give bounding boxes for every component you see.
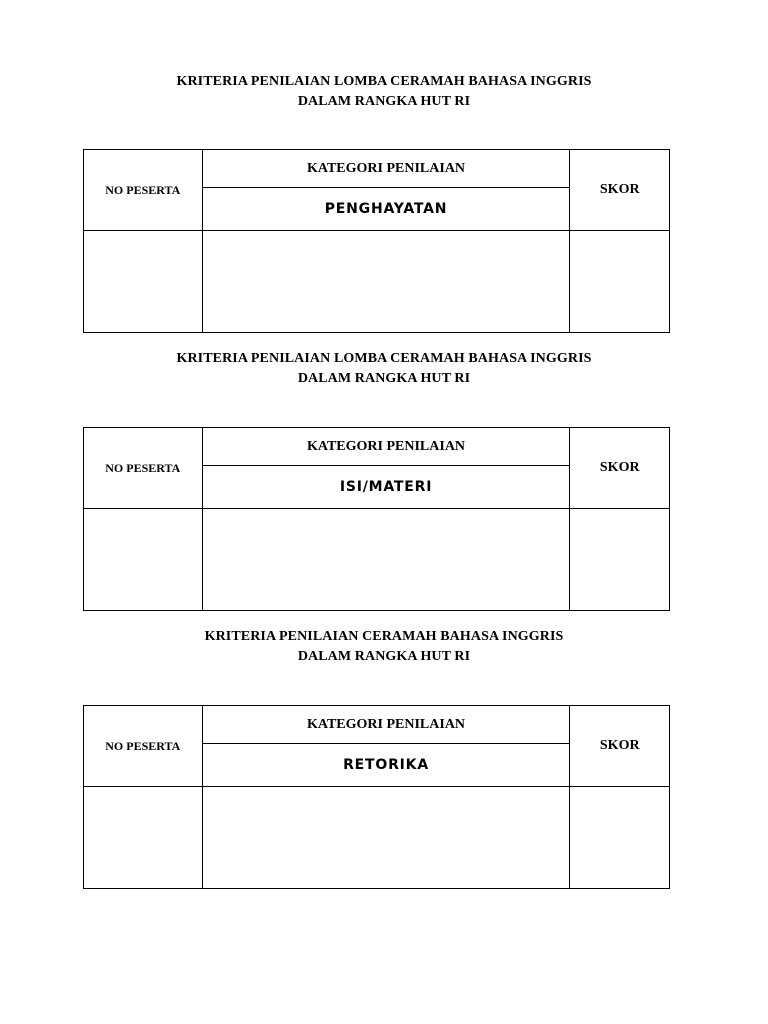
kategori-value: RETORIKA [202, 744, 570, 787]
skor-entry-cell[interactable] [570, 509, 670, 611]
form-title-line1: KRITERIA PENILAIAN LOMBA CERAMAH BAHASA INGGRIS [176, 74, 592, 89]
no-peserta-entry-cell[interactable] [84, 787, 203, 889]
score-table [83, 705, 670, 889]
kategori-value: PENGHAYATAN [202, 188, 570, 231]
kategori-entry-cell[interactable] [202, 509, 570, 611]
kategori-entry-cell[interactable] [202, 787, 570, 889]
form-title [0, 627, 768, 667]
header-no-peserta: NO PESERTA [84, 150, 203, 231]
score-table [83, 427, 670, 611]
form-title-line2: DALAM RANGKA HUT RI [297, 94, 471, 109]
header-skor: SKOR [570, 150, 670, 231]
form-title-line2: DALAM RANGKA HUT RI [297, 371, 471, 386]
form-title [0, 72, 768, 112]
skor-entry-cell[interactable] [570, 231, 670, 333]
form-title-line1: KRITERIA PENILAIAN CERAMAH BAHASA INGGRIS [204, 629, 564, 644]
kategori-value: ISI/MATERI [202, 466, 570, 509]
header-kategori-penilaian: KATEGORI PENILAIAN [202, 428, 570, 466]
kategori-entry-cell[interactable] [202, 231, 570, 333]
form-title [0, 349, 768, 389]
header-kategori-penilaian: KATEGORI PENILAIAN [202, 150, 570, 188]
form-title-line2: DALAM RANGKA HUT RI [297, 649, 471, 664]
header-skor: SKOR [570, 706, 670, 787]
header-no-peserta: NO PESERTA [84, 706, 203, 787]
no-peserta-entry-cell[interactable] [84, 509, 203, 611]
no-peserta-entry-cell[interactable] [84, 231, 203, 333]
header-skor: SKOR [570, 428, 670, 509]
header-no-peserta: NO PESERTA [84, 428, 203, 509]
score-table [83, 149, 670, 333]
header-kategori-penilaian: KATEGORI PENILAIAN [202, 706, 570, 744]
skor-entry-cell[interactable] [570, 787, 670, 889]
form-title-line1: KRITERIA PENILAIAN LOMBA CERAMAH BAHASA INGGRIS [176, 351, 592, 366]
